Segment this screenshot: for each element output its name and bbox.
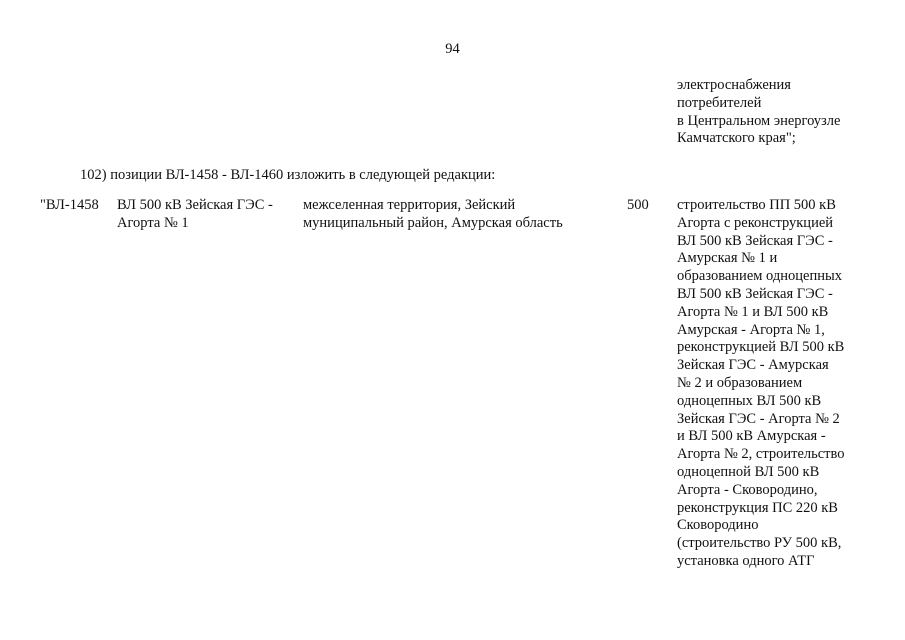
text-line: Камчатского края"; [677, 130, 796, 147]
row-code [40, 197, 99, 215]
text-line: 500 [627, 197, 649, 213]
text-line: Агорта № 1 и ВЛ 500 кВ [677, 303, 829, 320]
text-line: Зейская ГЭС - Амурская [677, 357, 829, 374]
location-area [303, 197, 563, 233]
text-line: потребителей [677, 94, 762, 111]
amendment-instruction: 102) позиции ВЛ-1458 - ВЛ-1460 изложить в следующей редакции: [80, 167, 496, 183]
text-line: ВЛ 500 кВ Зейская ГЭС - [677, 285, 833, 302]
text-line: реконструкция ПС 220 кВ [677, 499, 838, 516]
text-line: в Центральном энергоузле [677, 112, 841, 129]
text-line: Сковородино [677, 517, 759, 534]
text-line: Амурская - Агорта № 1, [677, 321, 825, 338]
text-line: Агорта № 2, строительство [677, 446, 845, 463]
page-number: 94 [445, 41, 460, 57]
text-line: одноцепной ВЛ 500 кВ [677, 463, 820, 480]
text-line: Агорта с реконструкцией [677, 214, 834, 231]
text-line: Амурская № 1 и [677, 250, 778, 267]
text-line: Агорта - Сковородино, [677, 481, 818, 498]
line-name [117, 197, 273, 233]
text-line: муниципальный район, Амурская область [303, 214, 563, 231]
text-line: Зейская ГЭС - Агорта № 2 [677, 410, 840, 427]
text-line: и ВЛ 500 кВ Амурская - [677, 428, 826, 445]
purpose-description [677, 197, 845, 571]
text-line: реконструкцией ВЛ 500 кВ [677, 339, 845, 356]
text-line: (строительство РУ 500 кВ, [677, 535, 842, 552]
text-line: строительство ПП 500 кВ [677, 197, 836, 213]
text-line: образованием одноцепных [677, 268, 842, 285]
text-line: ВЛ 500 кВ Зейская ГЭС - [117, 197, 273, 213]
text-line: электроснабжения [677, 77, 791, 93]
text-line: одноцепных ВЛ 500 кВ [677, 392, 822, 409]
previous-row-purpose-tail [677, 77, 840, 148]
text-line: межселенная территория, Зейский [303, 197, 516, 213]
text-line: "ВЛ-1458 [40, 197, 99, 213]
text-line: Агорта № 1 [117, 214, 189, 231]
voltage-value [627, 197, 649, 215]
text-line: № 2 и образованием [677, 374, 803, 391]
text-line: ВЛ 500 кВ Зейская ГЭС - [677, 232, 833, 249]
text-line: установка одного АТГ [677, 552, 815, 569]
